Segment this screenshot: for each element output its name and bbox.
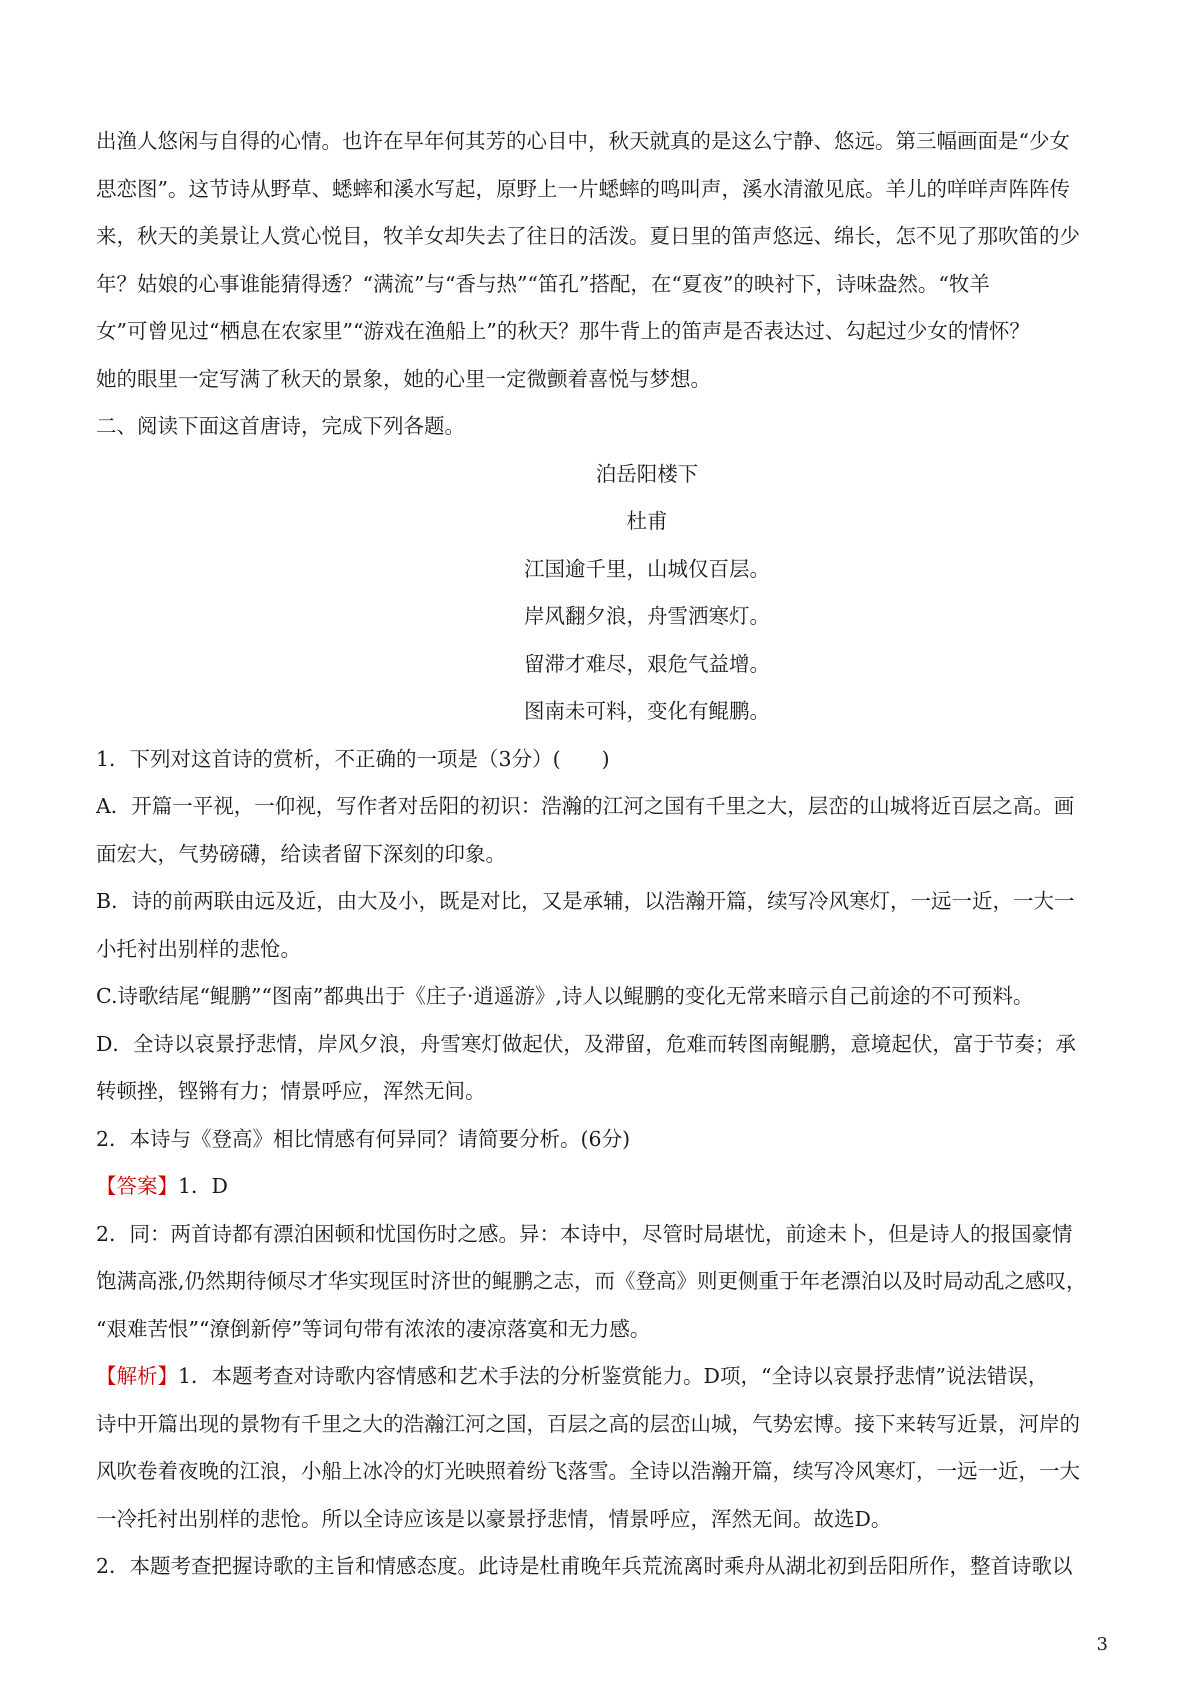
poem-title: 泊岳阳楼下	[595, 461, 699, 486]
analysis-q2-line: 2．本题考查把握诗歌的主旨和情感态度。此诗是杜甫晚年兵荒流离时乘舟从湖北初到岳阳所作，整首诗歌以	[96, 1554, 1073, 1578]
poem-line: 江国逾千里，山城仅百层。	[524, 556, 770, 581]
poem-line: 留滞才难尽，艰危气益增。	[524, 651, 770, 676]
section-heading: 二、阅读下面这首唐诗，完成下列各题。	[96, 414, 465, 438]
option-d-line: D．全诗以哀景抒悲情，岸风夕浪，舟雪寒灯做起伏，及滞留，危难而转图南鲲鹏，意境起伏，富于节奏；承	[96, 1031, 1076, 1056]
page-content	[96, 118, 1118, 1591]
intro-line: 她的眼里一定写满了秋天的景象，她的心里一定微颤着喜悦与梦想。	[96, 366, 711, 391]
answer-line	[96, 1163, 1118, 1211]
analysis-q1-line: 风吹卷着夜晚的江浪，小船上冰冷的灯光映照着纷飞落雪。全诗以浩瀚开篇，续写冷风寒灯，一远一近，一大	[96, 1459, 1080, 1483]
page-number: 3	[1096, 1634, 1108, 1655]
question-2-stem: 2．本诗与《登高》相比情感有何异同？请简要分析。(6分)	[96, 1126, 631, 1151]
analysis-q1-line: 诗中开篇出现的景物有千里之大的浩瀚江河之国，百层之高的层峦山城，气势宏博。接下来转写近景，河岸的	[96, 1411, 1080, 1436]
answer-q1: 1．D	[178, 1174, 228, 1198]
question-1-stem: 1．下列对这首诗的赏析，不正确的一项是（3分）( )	[96, 746, 610, 771]
analysis-label: 【解析】	[96, 1364, 178, 1388]
option-b-line: B．诗的前两联由远及近，由大及小，既是对比，又是承辅，以浩瀚开篇，续写冷风寒灯，一远一近，一大一	[96, 889, 1075, 913]
analysis-q1-line: 一冷托衬出别样的悲怆。所以全诗应该是以豪景抒悲情，情景呼应，浑然无间。故选D。	[96, 1506, 892, 1531]
option-c-line: C.诗歌结尾“鲲鹏”“图南”都典出于《庄子·逍遥游》,诗人以鲲鹏的变化无常来暗示自己前途的不可预料。	[96, 984, 1034, 1008]
intro-line: 出渔人悠闲与自得的心情。也许在早年何其芳的心目中，秋天就真的是这么宁静、悠远。第三幅画面是“少女	[96, 129, 1070, 153]
intro-line: 来，秋天的美景让人赏心悦目，牧羊女却失去了往日的活泼。夏日里的笛声悠远、绵长，怎不见了那吹笛的少	[96, 224, 1080, 248]
answer-q2-line: “艰难苦恨”“潦倒新停”等词句带有浓浓的凄凉落寞和无力感。	[96, 1316, 651, 1341]
answer-label: 【答案】	[96, 1174, 178, 1198]
intro-line: 年？姑娘的心事谁能猜得透？“满流”与“香与热”“笛孔”搭配，在“夏夜”的映衬下，诗味盎然。“牧羊	[96, 271, 990, 296]
intro-line: 思恋图”。这节诗从野草、蟋蟀和溪水写起，原野上一片蟋蟀的鸣叫声，溪水清澈见底。羊儿的咩咩声阵阵传	[96, 176, 1070, 201]
intro-line: 女”可曾见过“栖息在农家里”“游戏在渔船上”的秋天？那牛背上的笛声是否表达过、勾起过少女的情怀？	[96, 319, 1030, 343]
option-a-line: 面宏大，气势磅礴，给读者留下深刻的印象。	[96, 841, 506, 866]
option-b-line: 小托衬出别样的悲怆。	[96, 936, 301, 961]
poem-line: 图南未可料，变化有鲲鹏。	[524, 699, 770, 723]
answer-q2-line: 2．同：两首诗都有漂泊困顿和忧国伤时之感。异：本诗中，尽管时局堪忧，前途未卜，但是诗人的报国豪情	[96, 1221, 1073, 1246]
analysis-q1-first: 1．本题考查对诗歌内容情感和艺术手法的分析鉴赏能力。D项，“全诗以哀景抒悲情”说法错误，	[178, 1364, 1049, 1388]
analysis-line	[96, 1353, 1118, 1401]
option-d-line: 转顿挫，铿锵有力；情景呼应，浑然无间。	[96, 1079, 486, 1103]
option-a-line: A．开篇一平视，一仰视，写作者对岳阳的初识：浩瀚的江河之国有千里之大，层峦的山城将近百层之高。画	[96, 794, 1075, 818]
poem-author: 杜甫	[626, 509, 668, 533]
answer-q2-line: 饱满高涨,仍然期待倾尽才华实现匡时济世的鲲鹏之志，而《登高》则更侧重于年老漂泊以及时局动乱之感叹，	[96, 1269, 1087, 1293]
poem-line: 岸风翻夕浪，舟雪洒寒灯。	[524, 604, 770, 628]
